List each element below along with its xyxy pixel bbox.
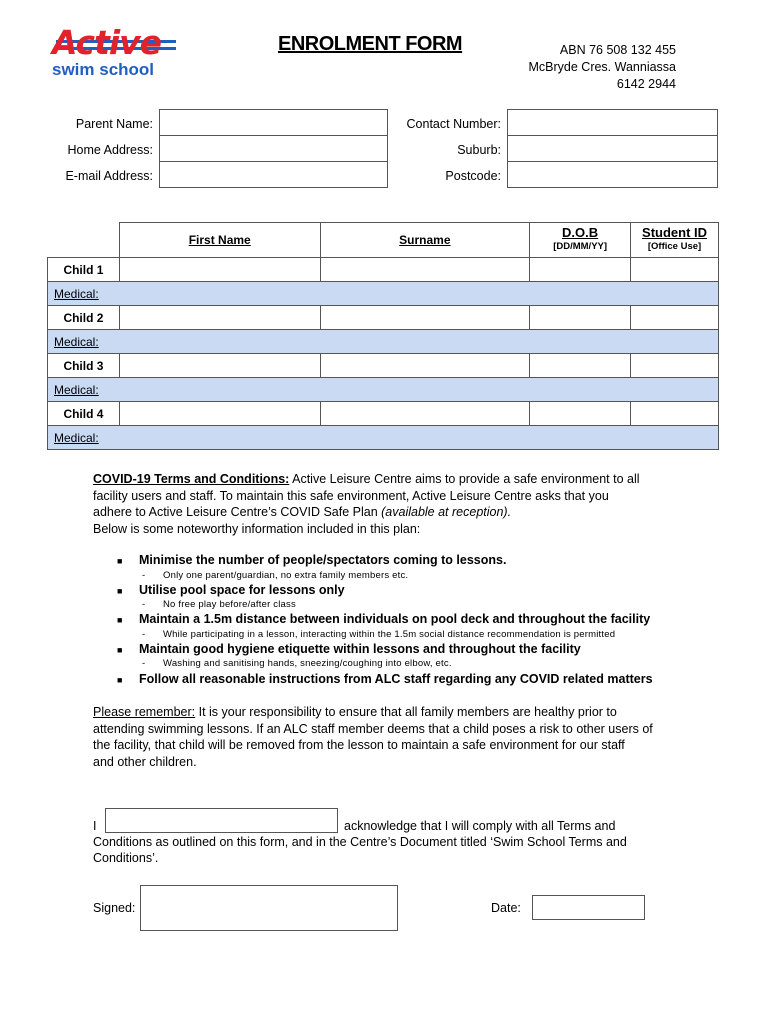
phone: 6142 2944 — [616, 77, 676, 91]
covid-intro-line: facility users and staff. To maintain this safe environment, Active Leisure Centre asks that you — [93, 488, 609, 503]
bullet-text: Follow all reasonable instructions from ALC staff regarding any COVID related matters — [139, 672, 653, 686]
home-address-label: Home Address: — [67, 143, 153, 157]
bullet-item — [117, 583, 345, 597]
remember-line: and other children. — [93, 754, 197, 769]
remember-heading: Please remember: — [93, 705, 196, 719]
covid-intro-line: Below is some noteworthy information included in this plan: — [93, 521, 421, 536]
bullet-square-icon: ■ — [117, 614, 123, 625]
parent-name-field[interactable] — [159, 109, 388, 136]
first-name-header: First Name — [119, 223, 320, 258]
surname-header: Surname — [320, 223, 530, 258]
dob-format: [DD/MM/YY] — [553, 241, 608, 252]
sub-item: - No free play before/after class — [142, 599, 296, 610]
first-name-cell[interactable] — [119, 306, 320, 330]
dob-cell[interactable] — [530, 354, 631, 378]
bullet-text: Maintain a 1.5m distance between individuals on pool deck and throughout the facility — [139, 612, 651, 626]
bullet-item — [117, 642, 581, 656]
medical-cell[interactable]: Medical: — [48, 330, 719, 354]
table-row — [48, 402, 719, 426]
suburb-field[interactable] — [507, 135, 718, 162]
dob-header — [530, 223, 631, 258]
bullet-item — [117, 612, 650, 626]
medical-cell[interactable]: Medical: — [48, 378, 719, 402]
surname-cell[interactable] — [320, 258, 530, 282]
dob-cell[interactable] — [530, 402, 631, 426]
children-table — [47, 222, 719, 450]
sub-item: - Only one parent/guardian, no extra family members etc. — [142, 570, 409, 581]
remember-line: attending swimming lessons. If an ALC staff member deems that a child poses a risk to other users of — [93, 721, 653, 736]
business-details — [529, 42, 677, 93]
bullet-square-icon: ■ — [117, 644, 123, 655]
bullet-item — [117, 553, 506, 567]
bullet-square-icon: ■ — [117, 585, 123, 596]
acknowledge-name-field[interactable] — [105, 808, 338, 833]
sub-text: While participating in a lesson, interacting within the 1.5m social distance recommendation is permitted — [163, 629, 616, 640]
dob-cell[interactable] — [530, 306, 631, 330]
covid-intro-line: Active Leisure Centre aims to provide a safe environment to all — [289, 472, 640, 486]
table-corner — [48, 223, 120, 258]
email-label: E-mail Address: — [65, 169, 153, 183]
sub-text: Only one parent/guardian, no extra family members etc. — [163, 570, 409, 581]
medical-cell[interactable]: Medical: — [48, 282, 719, 306]
address: McBryde Cres. Wanniassa — [528, 60, 676, 74]
child-label: Child 2 — [48, 306, 120, 330]
child-label: Child 1 — [48, 258, 120, 282]
dob-cell[interactable] — [530, 258, 631, 282]
acknowledge-text: Conditions as outlined on this form, and in the Centre’s Document titled ‘Swim School Terms and — [93, 835, 627, 849]
medical-row — [48, 426, 719, 450]
acknowledge-text: acknowledge that I will comply with all Terms and — [344, 819, 616, 833]
surname-cell[interactable] — [320, 306, 530, 330]
table-row — [48, 306, 719, 330]
abn: ABN 76 508 132 455 — [559, 43, 676, 57]
bullet-text: Maintain good hygiene etiquette within lessons and throughout the facility — [139, 642, 581, 656]
bullet-square-icon: ■ — [117, 674, 123, 685]
contact-number-field[interactable] — [507, 109, 718, 136]
surname-cell[interactable] — [320, 354, 530, 378]
first-name-cell[interactable] — [119, 354, 320, 378]
first-name-cell[interactable] — [119, 402, 320, 426]
medical-row — [48, 330, 719, 354]
student-id-cell[interactable] — [631, 306, 719, 330]
suburb-label: Suburb: — [457, 143, 501, 157]
sub-item: - Washing and sanitising hands, sneezing/coughing into elbow, etc. — [142, 658, 452, 669]
email-field[interactable] — [159, 161, 388, 188]
remember-line: the facility, that child will be removed from the lesson to maintain a safe environment for our staff — [93, 738, 625, 752]
student-id-cell[interactable] — [631, 354, 719, 378]
date-field[interactable] — [532, 895, 645, 920]
acknowledge-i: I — [93, 819, 97, 833]
covid-intro-line: adhere to Active Leisure Centre’s COVID Safe Plan — [93, 505, 382, 519]
contact-number-label: Contact Number: — [406, 117, 501, 131]
sub-text: No free play before/after class — [163, 599, 296, 610]
page-title: ENROLMENT FORM — [278, 33, 463, 55]
office-use-note: [Office Use] — [647, 241, 702, 252]
postcode-label: Postcode: — [445, 169, 501, 183]
dob-title: D.O.B — [562, 225, 599, 240]
bullet-text: Minimise the number of people/spectators coming to lessons. — [139, 553, 507, 567]
date-label: Date: — [491, 901, 521, 915]
medical-cell[interactable]: Medical: — [48, 426, 719, 450]
sub-text: Washing and sanitising hands, sneezing/coughing into elbow, etc. — [163, 658, 452, 669]
medical-row — [48, 282, 719, 306]
remember-paragraph — [93, 704, 683, 770]
logo-word: Active — [52, 23, 162, 62]
bullet-square-icon: ■ — [117, 555, 123, 566]
first-name-cell[interactable] — [119, 258, 320, 282]
child-label: Child 3 — [48, 354, 120, 378]
sub-item: - While participating in a lesson, interacting within the 1.5m social distance recommendation is permitted — [142, 629, 616, 640]
covid-heading: COVID-19 Terms and Conditions: — [93, 472, 290, 486]
signature-field[interactable] — [140, 885, 398, 931]
bullet-item — [117, 672, 653, 686]
signed-label: Signed: — [93, 901, 136, 915]
table-row — [48, 258, 719, 282]
covid-intro — [93, 471, 683, 537]
table-row — [48, 354, 719, 378]
logo-tagline: swim school — [52, 60, 155, 79]
student-id-cell[interactable] — [631, 402, 719, 426]
student-id-header — [631, 223, 719, 258]
child-label: Child 4 — [48, 402, 120, 426]
bullet-text: Utilise pool space for lessons only — [139, 583, 345, 597]
student-id-cell[interactable] — [631, 258, 719, 282]
remember-line: It is your responsibility to ensure that all family members are healthy prior to — [195, 705, 617, 719]
parent-name-label: Parent Name: — [75, 117, 153, 131]
student-id-title: Student ID — [642, 225, 708, 240]
home-address-field[interactable] — [159, 135, 388, 162]
acknowledge-text: Conditions’. — [93, 851, 159, 865]
postcode-field[interactable] — [507, 161, 718, 188]
medical-row — [48, 378, 719, 402]
surname-cell[interactable] — [320, 402, 530, 426]
covid-intro-italic: (available at reception). — [381, 505, 512, 519]
